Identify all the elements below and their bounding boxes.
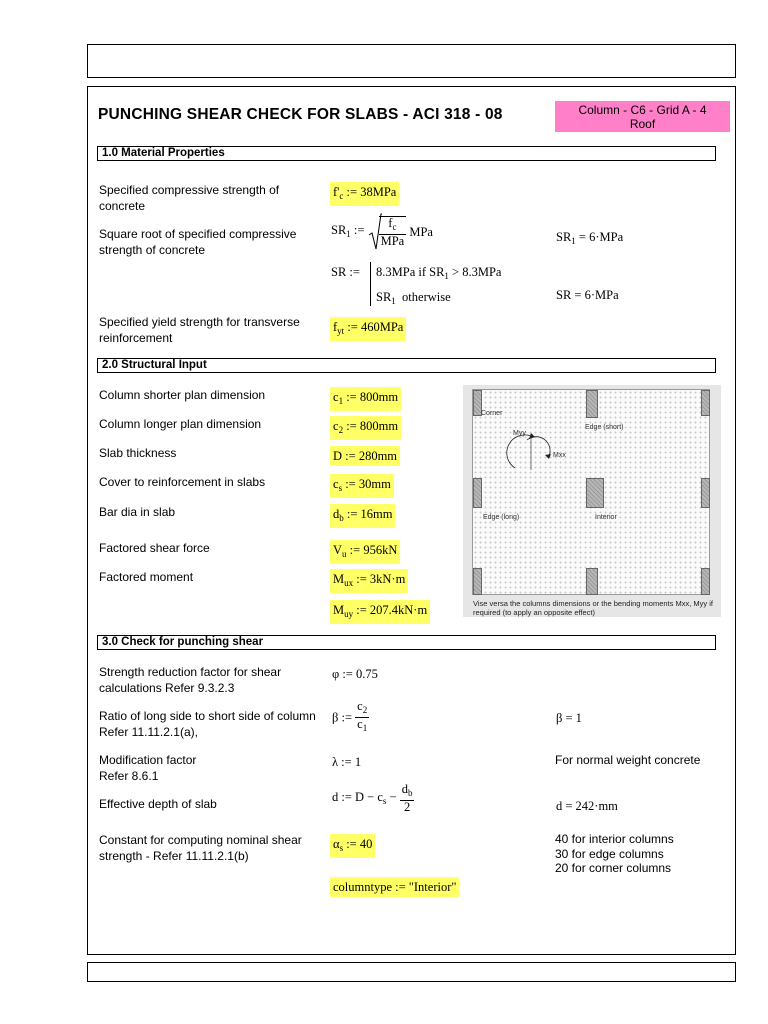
vu-value-text: 956kN	[363, 543, 398, 557]
c1-label: Column shorter plan dimension	[99, 388, 266, 402]
alpha-label: Constant for computing nominal shear strength - Refer 11.11.2.1(b)	[99, 833, 302, 863]
beta-label: Ratio of long side to short side of column Refer 11.11.2.1(a),	[99, 709, 316, 739]
lambda-label-1: Modification factor	[99, 753, 197, 767]
beta-formula: β := $\frac{c_2}{c_1}$	[332, 699, 368, 733]
column-tag-line2: Roof	[629, 117, 656, 131]
d-label: Slab thickness	[99, 446, 177, 460]
alpha-value-text: 40	[359, 837, 373, 851]
column-corner-bl	[473, 568, 482, 595]
alpha-note-corner: 20 for corner columns	[555, 861, 672, 875]
footer-box	[87, 962, 736, 982]
effective-depth-formula: d := $D - c_s$ − $\frac{d_b}{2}$	[332, 782, 413, 814]
sr-brace	[370, 262, 371, 306]
muy-value[interactable]: $M_{uy}$ := 207.4kN·m	[330, 600, 430, 624]
sr-case1-text: 8.3MPa if SR	[376, 265, 445, 279]
sr1-label: Square root of specified compressive strength of concrete	[99, 227, 297, 257]
section-structural-input: 2.0 Structural Input	[97, 358, 716, 373]
alpha-notes	[555, 832, 674, 876]
vu-value[interactable]: $V_u$ := 956kN	[330, 540, 400, 564]
column-corner-tr	[701, 390, 710, 416]
sr-result: SR = 6·MPa	[556, 288, 619, 302]
lambda-note: For normal weight concrete	[555, 753, 701, 767]
column-edge-short-top	[586, 390, 598, 418]
lambda-formula[interactable]: λ := 1	[332, 755, 362, 769]
d-value[interactable]: D := 280mm	[330, 446, 400, 466]
c2-value[interactable]: $c_2$ := 800mm	[330, 416, 401, 440]
c2-value-text: 800mm	[359, 419, 399, 433]
lambda-label-2: Refer 8.6.1	[99, 769, 159, 783]
muy-value-text: 207.4kN·m	[369, 603, 428, 617]
header-box	[87, 44, 736, 78]
mux-value[interactable]: $M_{ux}$ := 3kN·m	[330, 569, 408, 593]
alpha-note-interior: 40 for interior columns	[555, 832, 674, 846]
cs-value[interactable]: $c_s$ := 30mm	[330, 474, 394, 498]
label-edge-long: Edge (long)	[483, 514, 520, 521]
db-value[interactable]: $d_b$ := 16mm	[330, 504, 395, 528]
vu-label: Factored shear force	[99, 541, 210, 555]
column-corner-br	[701, 568, 710, 595]
fc-value[interactable]: $f'_c$ := 38MPa	[330, 182, 399, 206]
label-corner: Corner	[481, 410, 503, 417]
label-myy: Myy	[513, 430, 526, 437]
page-title: PUNCHING SHEAR CHECK FOR SLABS - ACI 318 - 08	[98, 106, 503, 123]
column-edge-long-left	[473, 478, 482, 508]
moment-arrows-icon	[505, 430, 555, 474]
effective-depth-result: d = 242·mm	[556, 799, 618, 813]
alpha-value[interactable]: $\alpha_s$ := 40	[330, 834, 375, 858]
label-interior: Interior	[595, 514, 617, 521]
column-edge-short-bottom	[586, 568, 598, 595]
section-material-properties: 1.0 Material Properties	[97, 146, 716, 161]
beta-result: β = 1	[556, 711, 582, 725]
sr1-formula: $SR_1$ := $\frac{f_c}{\text{MPa}}$ MPa	[331, 213, 433, 253]
lambda-value: 1	[354, 755, 362, 769]
phi-label: Strength reduction factor for shear calculations Refer 9.3.2.3	[99, 665, 282, 695]
fc-value-text: 38MPa	[360, 185, 397, 199]
sr-case1-cond: > 8.3MPa	[452, 265, 502, 279]
mux-label: Factored moment	[99, 570, 194, 584]
phi-value: 0.75	[356, 667, 378, 681]
columntype-value[interactable]: columntype := "Interior"	[330, 877, 459, 897]
cs-value-text: 30mm	[358, 477, 391, 491]
slab-plate	[472, 389, 710, 595]
column-tag	[555, 101, 730, 132]
alpha-note-edge: 30 for edge columns	[555, 846, 664, 861]
db-value-text: 16mm	[360, 507, 393, 521]
sr1-result-text: 6·MPa	[589, 230, 624, 244]
fc-label: Specified compressive strength of concrete	[99, 183, 280, 213]
section-check-punching-shear: 3.0 Check for punching shear	[97, 635, 716, 650]
c2-label: Column longer plan dimension	[99, 417, 262, 431]
c1-value[interactable]: $c_1$ := 800mm	[330, 387, 401, 411]
sr1-result: $SR_1 = 6\cdot MPa$	[556, 230, 624, 246]
label-edge-short: Edge (short)	[585, 424, 624, 431]
sr-case2-text: otherwise	[402, 290, 451, 304]
cs-label: Cover to reinforcement in slabs	[99, 475, 266, 489]
column-interior	[586, 478, 604, 508]
c1-value-text: 800mm	[359, 390, 399, 404]
diagram-caption: Vise versa the columns dimensions or the bending moments Mxx, Myy if required (to apply an opposite effect)	[473, 599, 713, 617]
label-mxx: Mxx	[553, 452, 566, 459]
effective-depth-label: Effective depth of slab	[99, 797, 217, 811]
sr-assign: SR :=	[331, 265, 360, 279]
mux-value-text: 3kN·m	[369, 572, 406, 586]
db-label: Bar dia in slab	[99, 505, 176, 519]
slab-plan-diagram	[463, 385, 721, 617]
column-tag-line1: Column - C6 - Grid A - 4	[578, 103, 707, 117]
column-edge-long-right	[701, 478, 710, 508]
phi-formula[interactable]: φ := 0.75	[332, 667, 378, 681]
sr-case2: $SR_1$ otherwise	[376, 290, 451, 306]
sr-case1: 8.3MPa if $SR_1 > 8.3MPa$	[376, 265, 502, 281]
fyt-value[interactable]: $f_{yt}$ := 460MPa	[330, 317, 406, 341]
d-value-text: 280mm	[358, 449, 398, 463]
fyt-value-text: 460MPa	[360, 320, 404, 334]
fyt-label: Specified yield strength for transverse reinforcement	[99, 315, 300, 345]
